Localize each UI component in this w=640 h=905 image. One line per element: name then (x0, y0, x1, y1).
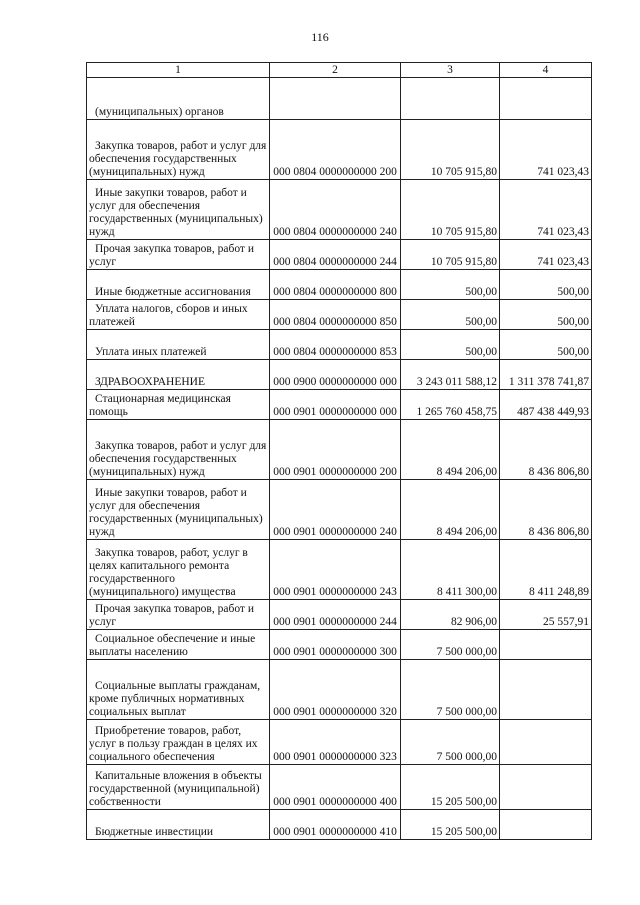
row-sum-exec: 741 023,43 (500, 240, 592, 270)
row-code: 000 0900 0000000000 000 (270, 360, 401, 390)
row-sum-plan: 10 705 915,80 (401, 240, 500, 270)
row-sum-exec (500, 78, 592, 120)
column-header: 4 (500, 63, 592, 78)
row-name: Капитальные вложения в объекты государственной (муниципальной) собственности (87, 765, 270, 810)
row-sum-exec: 8 436 806,80 (500, 480, 592, 540)
row-name: Социальное обеспечение и иные выплаты населению (87, 630, 270, 660)
row-name: Стационарная медицинская помощь (87, 390, 270, 420)
row-sum-plan: 7 500 000,00 (401, 660, 500, 720)
row-name: ЗДРАВООХРАНЕНИЕ (87, 360, 270, 390)
row-code: 000 0901 0000000000 323 (270, 720, 401, 765)
row-sum-plan: 500,00 (401, 300, 500, 330)
table-row (87, 390, 592, 420)
row-code: 000 0901 0000000000 400 (270, 765, 401, 810)
table-row (87, 630, 592, 660)
row-sum-plan: 15 205 500,00 (401, 765, 500, 810)
row-sum-exec: 500,00 (500, 300, 592, 330)
row-name: Иные закупки товаров, работ и услуг для обеспечения государственных (муниципальных) нужд (87, 480, 270, 540)
budget-table (86, 62, 592, 840)
table-row (87, 660, 592, 720)
table-row (87, 810, 592, 840)
row-name: Закупка товаров, работ и услуг для обеспечения государственных (муниципальных) нужд (87, 120, 270, 180)
row-name: Закупка товаров, работ и услуг для обеспечения государственных (муниципальных) нужд (87, 420, 270, 480)
row-sum-plan: 500,00 (401, 270, 500, 300)
row-sum-plan: 8 494 206,00 (401, 480, 500, 540)
table-row (87, 120, 592, 180)
row-code: 000 0901 0000000000 000 (270, 390, 401, 420)
row-code: 000 0804 0000000000 200 (270, 120, 401, 180)
table-row (87, 78, 592, 120)
row-sum-exec: 741 023,43 (500, 120, 592, 180)
row-name: Прочая закупка товаров, работ и услуг (87, 600, 270, 630)
row-sum-plan: 10 705 915,80 (401, 120, 500, 180)
table-row (87, 240, 592, 270)
table-row (87, 540, 592, 600)
row-sum-exec: 500,00 (500, 270, 592, 300)
row-sum-plan: 500,00 (401, 330, 500, 360)
row-code: 000 0901 0000000000 200 (270, 420, 401, 480)
row-sum-plan: 8 494 206,00 (401, 420, 500, 480)
row-sum-plan: 3 243 011 588,12 (401, 360, 500, 390)
row-code: 000 0901 0000000000 244 (270, 600, 401, 630)
row-code: 000 0804 0000000000 800 (270, 270, 401, 300)
table-header-row (87, 63, 592, 78)
table-row (87, 765, 592, 810)
row-sum-plan: 8 411 300,00 (401, 540, 500, 600)
row-code: 000 0804 0000000000 240 (270, 180, 401, 240)
row-name: Иные закупки товаров, работ и услуг для обеспечения государственных (муниципальных) нужд (87, 180, 270, 240)
row-sum-plan: 15 205 500,00 (401, 810, 500, 840)
row-sum-exec: 1 311 378 741,87 (500, 360, 592, 390)
column-header: 3 (401, 63, 500, 78)
page-number: 116 (311, 30, 329, 44)
row-name: Уплата налогов, сборов и иных платежей (87, 300, 270, 330)
row-name: Иные бюджетные ассигнования (87, 270, 270, 300)
row-code: 000 0901 0000000000 300 (270, 630, 401, 660)
row-sum-plan: 82 906,00 (401, 600, 500, 630)
row-code: 000 0804 0000000000 244 (270, 240, 401, 270)
row-name: Бюджетные инвестиции (87, 810, 270, 840)
row-name: Уплата иных платежей (87, 330, 270, 360)
row-code: 000 0901 0000000000 240 (270, 480, 401, 540)
row-sum-plan: 1 265 760 458,75 (401, 390, 500, 420)
table-row (87, 180, 592, 240)
row-sum-exec: 25 557,91 (500, 600, 592, 630)
row-sum-exec: 8 411 248,89 (500, 540, 592, 600)
table-row (87, 360, 592, 390)
row-sum-exec: 500,00 (500, 330, 592, 360)
column-header: 2 (270, 63, 401, 78)
row-sum-plan: 7 500 000,00 (401, 630, 500, 660)
table-row (87, 330, 592, 360)
row-code: 000 0804 0000000000 850 (270, 300, 401, 330)
row-name: Приобретение товаров, работ, услуг в пользу граждан в целях их социального обеспечения (87, 720, 270, 765)
row-name: Прочая закупка товаров, работ и услуг (87, 240, 270, 270)
table-row (87, 480, 592, 540)
column-header: 1 (87, 63, 270, 78)
row-sum-exec (500, 630, 592, 660)
row-code: 000 0901 0000000000 320 (270, 660, 401, 720)
table-row (87, 420, 592, 480)
table-row (87, 600, 592, 630)
row-code: 000 0901 0000000000 410 (270, 810, 401, 840)
row-name: Социальные выплаты гражданам, кроме публичных нормативных социальных выплат (87, 660, 270, 720)
row-sum-exec (500, 765, 592, 810)
row-code: 000 0804 0000000000 853 (270, 330, 401, 360)
row-sum-exec: 741 023,43 (500, 180, 592, 240)
row-code: 000 0901 0000000000 243 (270, 540, 401, 600)
table-row (87, 300, 592, 330)
row-sum-exec (500, 810, 592, 840)
row-sum-plan: 10 705 915,80 (401, 180, 500, 240)
row-sum-plan (401, 78, 500, 120)
row-sum-exec (500, 720, 592, 765)
table-row (87, 720, 592, 765)
row-name: Закупка товаров, работ, услуг в целях капитального ремонта государственного (муниципального) имущества (87, 540, 270, 600)
row-sum-exec (500, 660, 592, 720)
row-code (270, 78, 401, 120)
row-sum-exec: 8 436 806,80 (500, 420, 592, 480)
row-sum-exec: 487 438 449,93 (500, 390, 592, 420)
row-name: (муниципальных) органов (87, 78, 270, 120)
table-row (87, 270, 592, 300)
row-sum-plan: 7 500 000,00 (401, 720, 500, 765)
